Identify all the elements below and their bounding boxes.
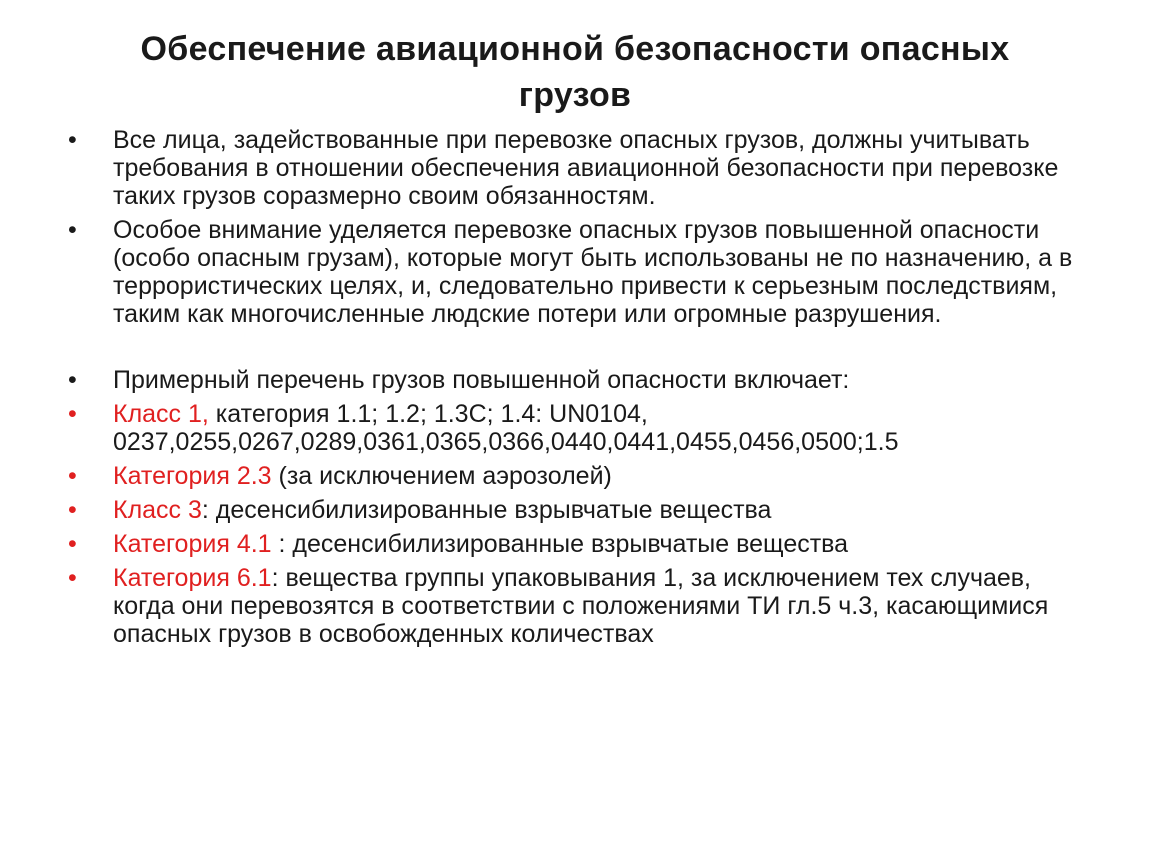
bullet-text: Примерный перечень грузов повышенной опасности включает: [113, 366, 850, 394]
bullet-text: : десенсибилизированные взрывчатые вещества [201, 496, 772, 524]
bullet-dot: • [68, 530, 77, 558]
slide-title [60, 26, 1090, 118]
bullet-dot: • [68, 366, 77, 394]
bullet-highlight: Категория 4.1 [113, 530, 272, 558]
bullet-dot: • [68, 400, 77, 428]
bullet-highlight: Категория 2.3 [113, 462, 272, 490]
bullet-item [68, 400, 1078, 456]
bullet-item [68, 216, 1078, 328]
bullet-text: (за исключением аэрозолей) [271, 462, 612, 490]
bullet-text-continuation: 0237,0255,0267,0289,0361,0365,0366,0440,0441,0455,0456,0500;1.5 [113, 428, 899, 456]
bullet-text: : десенсибилизированные взрывчатые вещества [271, 530, 849, 558]
bullet-item [68, 564, 1078, 648]
bullet-highlight: Класс 1, [113, 400, 209, 428]
bullet-item [68, 366, 1078, 394]
bullet-list [68, 126, 1078, 654]
bullet-dot: • [68, 564, 77, 592]
bullet-dot: • [68, 462, 77, 490]
bullet-text: категория 1.1; 1.2; 1.3С; 1.4: UN0104, [208, 400, 648, 428]
bullet-dot: • [68, 126, 77, 154]
bullet-item [68, 496, 1078, 524]
bullet-item [68, 462, 1078, 490]
slide-title-line-2: грузов [518, 76, 632, 114]
bullet-text: Все лица, задействованные при перевозке опасных грузов, должны учитывать требования в отношении обеспечения авиационной безопасности при перевозке таких грузов соразмерно своим обязанностям. [113, 126, 1059, 210]
bullet-text: Особое внимание уделяется перевозке опасных грузов повышенной опасности (особо опасным грузам), которые могут быть использованы не по назначению, а в террористических целях, и, следовательно привести к серьезным последствиям, таким как многочисленные людские потери или огромные разрушения. [113, 216, 1073, 328]
bullet-item [68, 530, 1078, 558]
bullet-dot: • [68, 496, 77, 524]
bullet-highlight: Класс 3 [113, 496, 202, 524]
bullet-highlight: Категория 6.1 [113, 564, 272, 592]
bullet-text: : вещества группы упаковывания 1, за исключением тех случаев, когда они перевозятся в соответствии с положениями ТИ гл.5 ч.3, касающимися опасных грузов в освобожденных количествах [113, 564, 1049, 648]
bullet-dot: • [68, 216, 77, 244]
slide-title-line-1: Обеспечение авиационной безопасности опасных [140, 30, 1010, 68]
bullet-item [68, 126, 1078, 210]
